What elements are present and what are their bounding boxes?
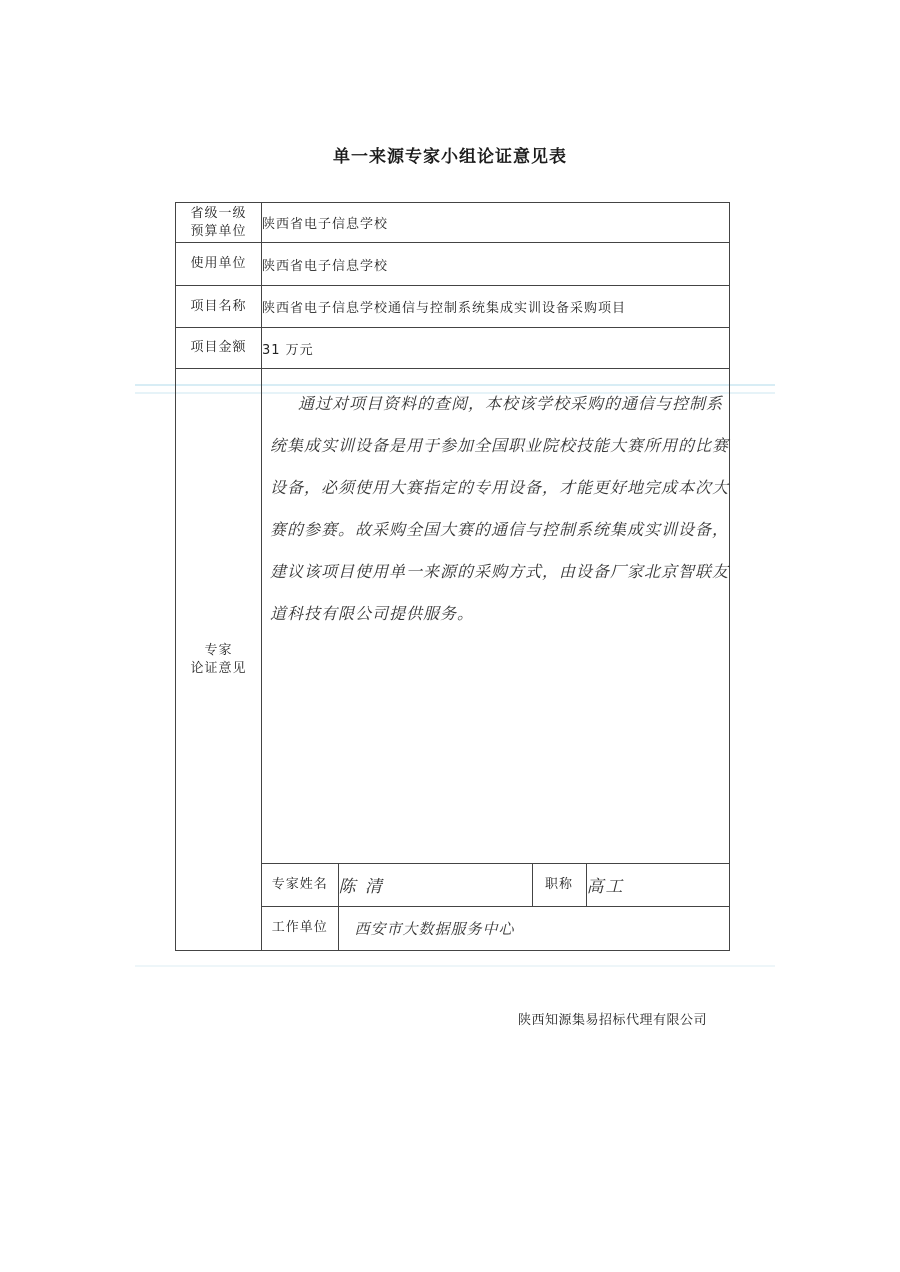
expert-info-table xyxy=(262,864,729,950)
budget-unit-value: 陕西省电子信息学校 xyxy=(262,203,730,243)
user-unit-label: 使用单位 xyxy=(176,243,262,286)
row-expert-opinion xyxy=(176,369,730,864)
work-unit-value: 西安市大数据服务中心 xyxy=(338,906,729,950)
expert-opinion-cell xyxy=(262,369,730,864)
expert-signature-cell xyxy=(262,864,730,951)
budget-unit-label: 省级一级 预算单位 xyxy=(176,203,262,243)
row-budget-unit xyxy=(176,203,730,243)
row-user-unit xyxy=(176,243,730,286)
row-project-name xyxy=(176,286,730,328)
expert-opinion-label: 专家 论证意见 xyxy=(176,369,262,951)
document-title: 单一来源专家小组论证意见表 xyxy=(333,147,567,167)
project-name-label: 项目名称 xyxy=(176,286,262,328)
expert-title-value: 高工 xyxy=(586,864,729,906)
project-amount-value: 31 万元 xyxy=(262,328,730,369)
user-unit-value: 陕西省电子信息学校 xyxy=(262,243,730,286)
expert-name-label: 专家姓名 xyxy=(262,864,338,906)
expert-name-signature: 陈 清 xyxy=(338,864,532,906)
opinion-form-table xyxy=(175,202,730,951)
work-unit-label: 工作单位 xyxy=(262,906,338,950)
project-name-value: 陕西省电子信息学校通信与控制系统集成实训设备采购项目 xyxy=(262,286,730,328)
footer-company-name: 陕西知源集易招标代理有限公司 xyxy=(518,1013,708,1028)
project-amount-label: 项目金额 xyxy=(176,328,262,369)
scan-artifact-line xyxy=(135,965,775,967)
row-project-amount xyxy=(176,328,730,369)
expert-opinion-handwritten-text: 通过对项目资料的查阅，本校该学校采购的通信与控制系统集成实训设备是用于参加全国职业院校技能大赛所用的比赛设备，必须使用大赛指定的专用设备，才能更好地完成本次大赛的参赛。故采购全国大赛的通信与控制系统集成实训设备，建议该项目使用单一来源的采购方式，由设备厂家北京智联友道科技有限公司提供服务。 xyxy=(270,394,730,623)
expert-title-label: 职称 xyxy=(532,864,586,906)
